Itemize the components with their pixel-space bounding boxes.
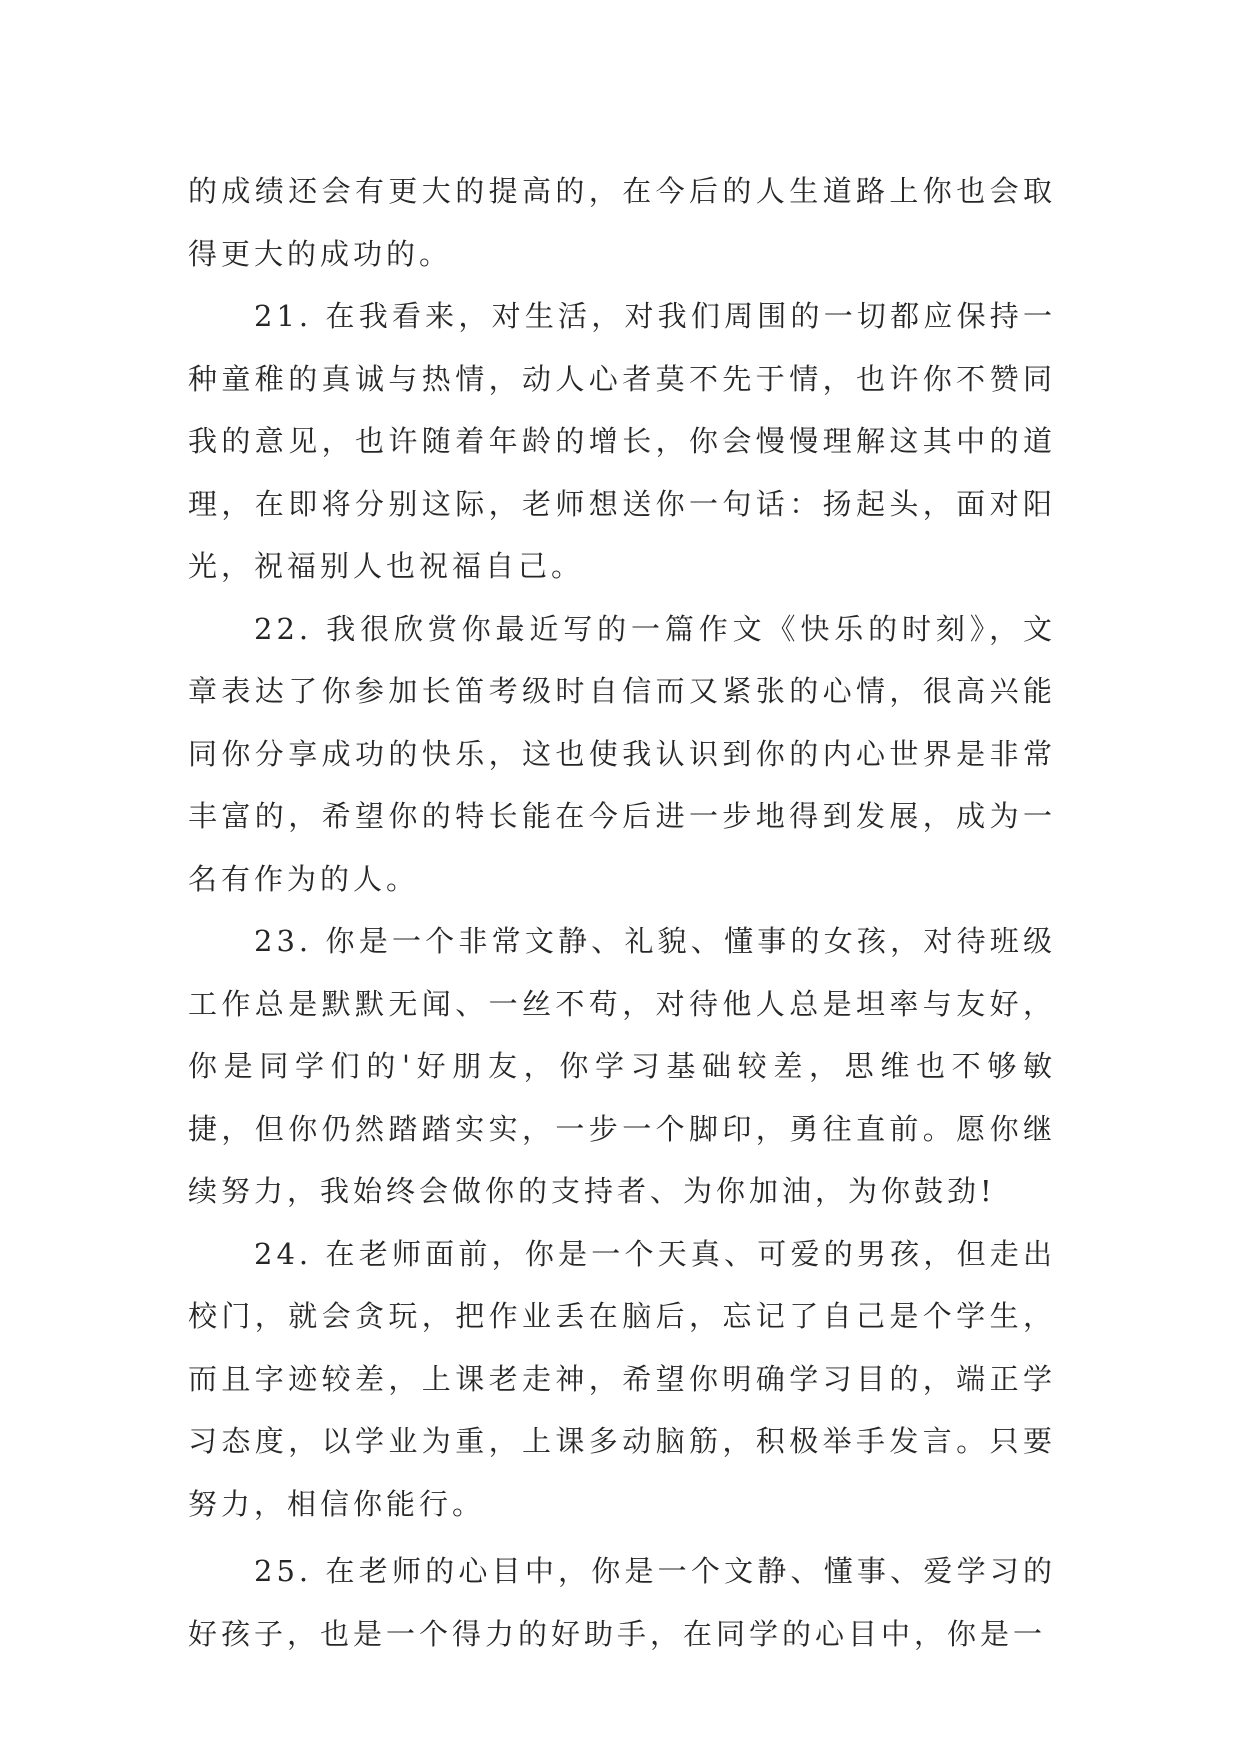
- document-page: [188, 160, 1056, 1665]
- paragraph-item-24: 24. 在老师面前，你是一个天真、可爱的男孩，但走出校门，就会贪玩，把作业丢在脑后，忘记了自己是个学生，而且字迹较差，上课老走神，希望你明确学习目的，端正学习态度，以学业为重，上课多动脑筋，积极举手发言。只要努力，相信你能行。: [188, 1236, 1056, 1521]
- paragraph-continuation: 的成绩还会有更大的提高的，在今后的人生道路上你也会取得更大的成功的。: [188, 174, 1056, 271]
- paragraph-item-21: 21. 在我看来，对生活，对我们周围的一切都应保持一种童稚的真诚与热情，动人心者莫不先于情，也许你不赞同我的意见，也许随着年龄的增长，你会慢慢理解这其中的道理，在即将分别这际，老师想送你一句话：扬起头，面对阳光，祝福别人也祝福自己。: [188, 299, 1056, 583]
- paragraph-item-25: 25. 在老师的心目中，你是一个文静、懂事、爱学习的好孩子，也是一个得力的好助手，在同学的心目中，你是一: [188, 1554, 1056, 1651]
- paragraph-item-23: 23. 你是一个非常文静、礼貌、懂事的女孩，对待班级工作总是默默无闻、一丝不苟，对待他人总是坦率与友好，你是同学们的'好朋友，你学习基础较差，思维也不够敏捷，但你仍然踏踏实实，一步一个脚印，勇往直前。愿你继续努力，我始终会做你的支持者、为你加油，为你鼓劲!: [188, 924, 1056, 1208]
- paragraph-item-22: 22. 我很欣赏你最近写的一篇作文《快乐的时刻》，文章表达了你参加长笛考级时自信而又紧张的心情，很高兴能同你分享成功的快乐，这也使我认识到你的内心世界是非常丰富的，希望你的特长能在今后进一步地得到发展，成为一名有作为的人。: [188, 611, 1056, 896]
